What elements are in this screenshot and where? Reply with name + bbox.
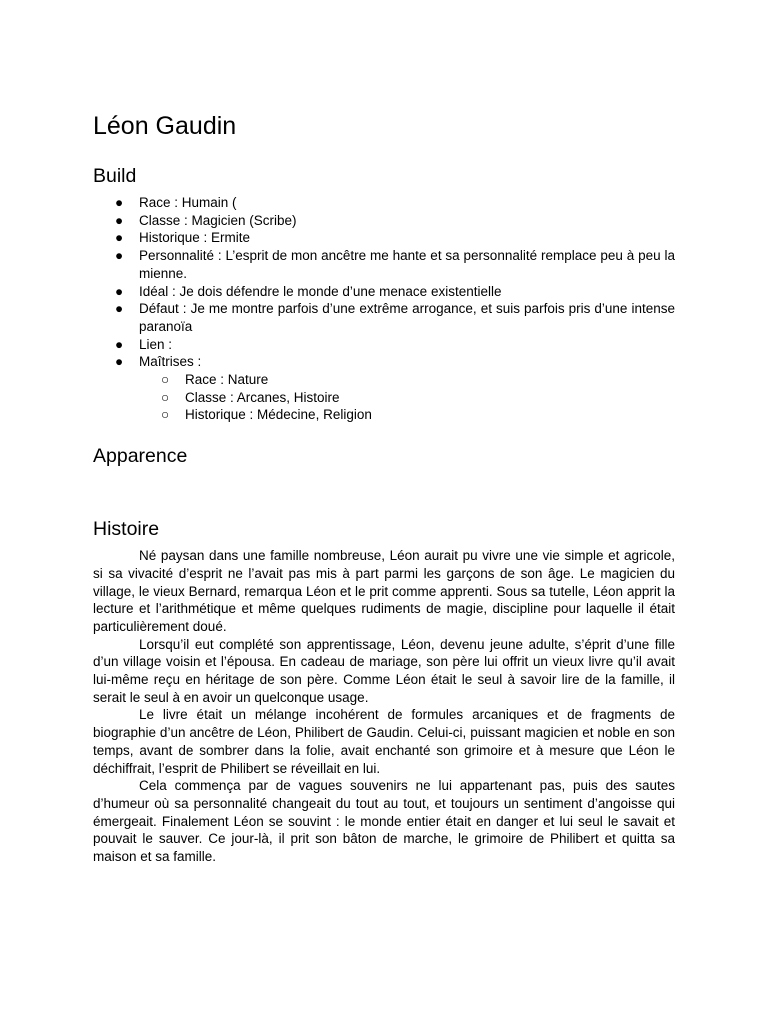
list-item: ● Maîtrises : ○ Race : Nature ○ Classe : Arcanes, Histoire ○ Historique : Médecine, Religion bbox=[93, 353, 675, 424]
sub-list-item: ○ Race : Nature bbox=[161, 372, 269, 388]
histoire-body bbox=[93, 547, 675, 866]
document-page bbox=[93, 108, 675, 866]
maitrises-sublist bbox=[139, 371, 675, 424]
sub-list-item: ○ Classe : Arcanes, Histoire bbox=[161, 389, 340, 405]
bullet-icon: ● bbox=[115, 336, 124, 352]
section-heading-histoire: Histoire bbox=[93, 518, 160, 541]
hollow-bullet-icon: ○ bbox=[161, 372, 170, 388]
section-heading-build: Build bbox=[93, 165, 137, 187]
paragraph: Lorsqu’il eut complété son apprentissage, Léon, devenu jeune adulte, s’éprit d’une fille d’un village voisin et l’épousa. En cadeau de mariage, son père lui offrit un vieux livre qu’il avait lui-même reçu en héritage de son père. Comme Léon était le seul à savoir lire de la famille, il serait le seul à en avoir un quelconque usage. bbox=[93, 636, 675, 705]
document-title: Léon Gaudin bbox=[93, 112, 237, 140]
list-item: ● Lien : bbox=[115, 336, 173, 352]
section-heading-apparence: Apparence bbox=[93, 445, 188, 468]
paragraph: Cela commença par de vagues souvenirs ne lui appartenant pas, puis des sautes d’humeur où sa personnalité changeait du tout au tout, et toujours un sentiment d’angoisse qui émergeait. Finalement Léon se souvint : le monde entier était en danger et lui seul le savait et pouvait le sauver. Ce jour-là, il prit son bâton de marche, le grimoire de Philibert et quitta sa maison et sa famille. bbox=[93, 778, 675, 865]
list-item: ● Défaut : Je me montre parfois d’une extrême arrogance, et suis parfois pris d’une intense paranoïa bbox=[115, 301, 675, 334]
bullet-icon: ● bbox=[115, 230, 124, 246]
paragraph: Né paysan dans une famille nombreuse, Léon aurait pu vivre une vie simple et agricole, si sa vivacité d’esprit ne l’avait pas mis à part parmi les garçons de son âge. Le magicien du village, le vieux Bernard, remarqua Léon et le prit comme apprenti. Sous sa tutelle, Léon apprit la lecture et l’arithmétique et même quelques rudiments de magie, discipline pour laquelle il était particulièrement doué. bbox=[93, 548, 675, 634]
bullet-icon: ● bbox=[115, 212, 124, 228]
bullet-icon: ● bbox=[115, 301, 124, 317]
list-item: ● Idéal : Je dois défendre le monde d’une menace existentielle bbox=[115, 283, 502, 299]
hollow-bullet-icon: ○ bbox=[161, 407, 170, 423]
hollow-bullet-icon: ○ bbox=[161, 389, 170, 405]
build-list bbox=[93, 194, 675, 424]
paragraph: Le livre était un mélange incohérent de formules arcaniques et de fragments de biographie d’un ancêtre de Léon, Philibert de Gaudin. Celui-ci, puissant magicien et noble en son temps, avant de sombrer dans la folie, avait enchanté son grimoire et à mesure que Léon le déchiffrait, l’esprit de Philibert se réveillait en lui. bbox=[93, 707, 675, 776]
list-item: ● Personnalité : L’esprit de mon ancêtre me hante et sa personnalité remplace peu à peu la mienne. bbox=[115, 248, 675, 281]
sub-list-item: ○ Historique : Médecine, Religion bbox=[161, 407, 372, 423]
list-item: ● Historique : Ermite bbox=[115, 230, 251, 246]
bullet-icon: ● bbox=[115, 283, 124, 299]
bullet-icon: ● bbox=[115, 195, 124, 210]
list-item: ● Race : Humain ( bbox=[115, 195, 237, 210]
bullet-icon: ● bbox=[115, 354, 124, 370]
bullet-icon: ● bbox=[115, 248, 124, 264]
list-item: ● Classe : Magicien (Scribe) bbox=[115, 212, 297, 228]
